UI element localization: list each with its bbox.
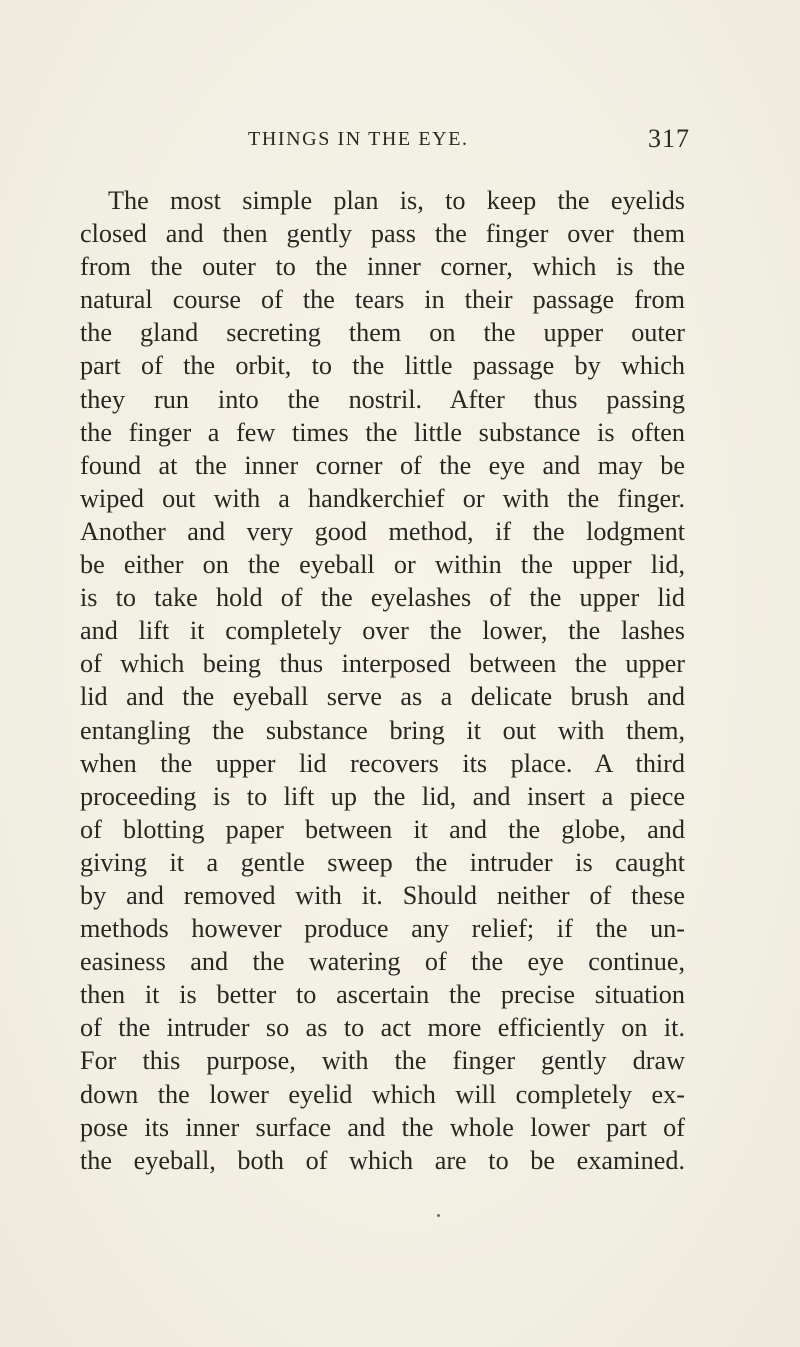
text-line: closed and then gently pass the finger over them (80, 219, 685, 249)
text-line: then it is better to ascertain the precise situation (80, 980, 685, 1010)
running-head (80, 124, 690, 158)
text-line: wiped out with a handkerchief or with the finger. (80, 483, 685, 513)
text-line: they run into the nostril. After thus passing (80, 384, 685, 414)
text-line: lid and the eyeball serve as a delicate brush and (80, 682, 685, 712)
text-line: down the lower eyelid which will completely ex- (80, 1079, 685, 1109)
running-head-title: THINGS IN THE EYE. (248, 128, 469, 150)
text-line: of which being thus interposed between the upper (80, 649, 685, 679)
text-line: by and removed with it. Should neither of these (80, 880, 685, 910)
text-line: Another and very good method, if the lodgment (80, 516, 685, 546)
text-line: The most simple plan is, to keep the eyelids (108, 186, 685, 215)
text-line: giving it a gentle sweep the intruder is caught (80, 847, 685, 877)
text-line: from the outer to the inner corner, which is the (80, 252, 685, 282)
text-line: natural course of the tears in their passage from (80, 285, 685, 315)
text-line: is to take hold of the eyelashes of the upper lid (80, 583, 685, 613)
body-paragraph (80, 184, 685, 1177)
text-line: proceeding is to lift up the lid, and insert a piece (80, 781, 685, 811)
text-line: and lift it completely over the lower, the lashes (80, 616, 685, 646)
text-line: the gland secreting them on the upper outer (80, 318, 685, 348)
ink-speck (437, 1214, 440, 1217)
text-line: of blotting paper between it and the globe, and (80, 814, 685, 844)
text-line: pose its inner surface and the whole lower part of (80, 1112, 685, 1142)
text-line: found at the inner corner of the eye and may be (80, 450, 685, 480)
page-number: 317 (648, 124, 690, 153)
text-line: part of the orbit, to the little passage by which (80, 351, 685, 381)
text-line: the finger a few times the little substance is often (80, 417, 685, 447)
text-line: easiness and the watering of the eye continue, (80, 947, 685, 977)
text-line: entangling the substance bring it out with them, (80, 715, 685, 745)
text-line: of the intruder so as to act more efficiently on it. (80, 1013, 685, 1043)
text-line: For this purpose, with the finger gently draw (80, 1046, 685, 1076)
text-line: the eyeball, both of which are to be examined. (80, 1145, 685, 1175)
text-line: be either on the eyeball or within the upper lid, (80, 550, 685, 580)
text-line: methods however produce any relief; if the un- (80, 914, 685, 944)
text-line: when the upper lid recovers its place. A third (80, 748, 685, 778)
